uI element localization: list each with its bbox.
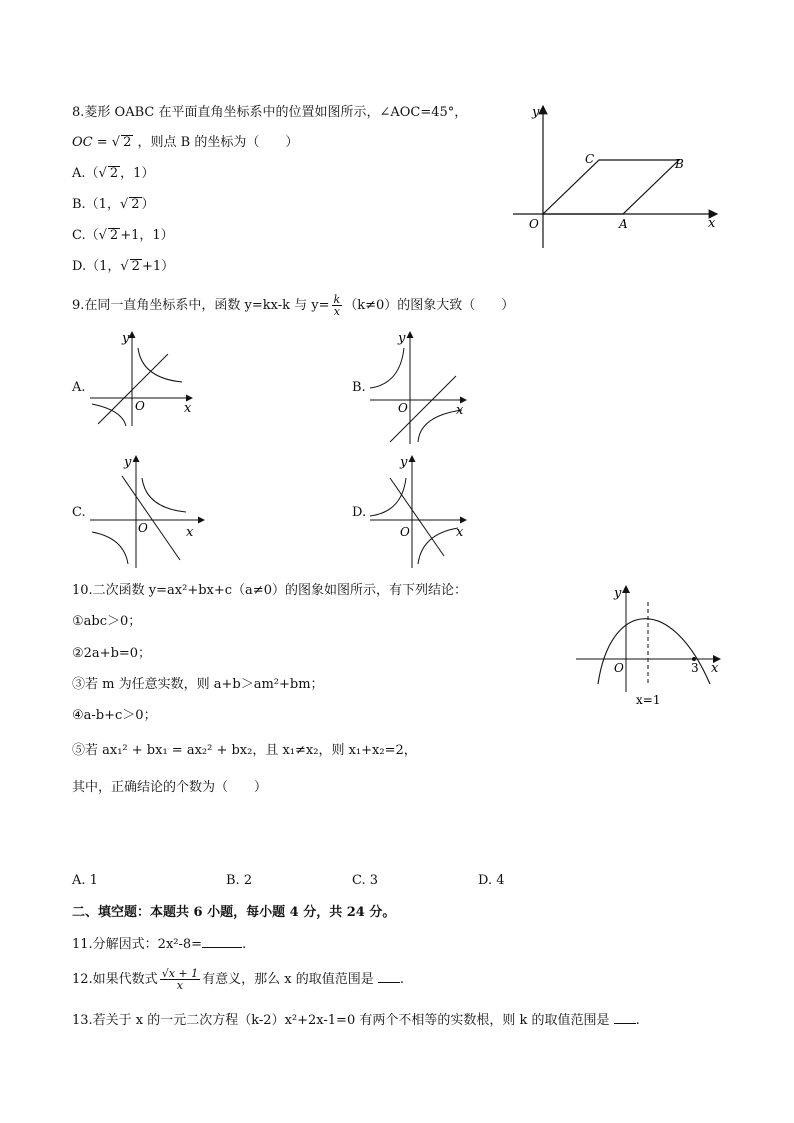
rhombus-oabc: [543, 160, 679, 214]
label-o: O: [135, 399, 145, 413]
hyperbola-lower: [418, 528, 458, 564]
q9-stem: [72, 294, 514, 317]
q9-graph-d: [366, 452, 486, 572]
q9-fraction: [332, 294, 343, 317]
section-2-heading: 二、填空题：本题共 6 小题，每小题 4 分，共 24 分。: [72, 905, 396, 920]
q10-option-b: B. 2: [226, 873, 253, 888]
q8-option-d-post: +1）: [141, 259, 175, 274]
q8-option-c-pre: C.（: [72, 228, 99, 243]
straight-line: [122, 476, 180, 560]
hyperbola-upper: [370, 478, 406, 516]
q8-option-b-root: 2: [131, 197, 140, 212]
q9-label-b: B.: [352, 380, 366, 395]
q8-option-d: [72, 258, 174, 276]
label-x: x: [711, 661, 719, 676]
q12-end: .: [399, 972, 404, 987]
q10-conclusion-5: ⑤若 ax₁² + bx₁ = ax₂² + bx₂，且 x₁≠x₂，则 x₁+x₂=2，: [72, 743, 417, 758]
label-o: O: [398, 401, 408, 415]
q8-option-a-post: ，1）: [120, 166, 155, 181]
q11: [72, 935, 246, 954]
q12-post: 有意义，那么 x 的取值范围是: [202, 972, 374, 987]
label-y: y: [614, 586, 622, 601]
label-x: x: [456, 525, 464, 540]
q11-text: 11.分解因式：2x²-8=: [72, 937, 203, 952]
q13-end: .: [635, 1013, 640, 1028]
q11-blank[interactable]: [202, 935, 242, 948]
label-x: x: [708, 216, 716, 231]
q12-blank[interactable]: [378, 970, 400, 983]
q13-blank[interactable]: [614, 1011, 636, 1024]
q12-fraction: [160, 968, 200, 991]
q9-label-c: C.: [72, 505, 86, 520]
q10-option-d: D. 4: [478, 873, 505, 888]
q9-graph-a: [86, 328, 206, 428]
label-a: A: [619, 217, 628, 231]
label-b: B: [675, 157, 684, 171]
q8-option-a-pre: A.（: [72, 166, 99, 181]
label-c: C: [585, 152, 595, 166]
label-o: O: [614, 661, 624, 675]
sqrt-icon: √: [111, 135, 121, 150]
q11-end: .: [242, 937, 247, 952]
sqrt-icon: √: [98, 166, 107, 181]
q10-conclusion-3: ③若 m 为任意实数，则 a+b＞am²+bm；: [72, 677, 324, 692]
label-x: x: [184, 401, 192, 416]
label-axis-x1: x=1: [636, 693, 661, 707]
sqrt-icon: √: [119, 197, 129, 212]
q8-option-b-post: ）: [141, 197, 155, 212]
label-y: y: [400, 455, 408, 470]
label-o: O: [400, 525, 410, 539]
q13: [72, 1011, 640, 1030]
q8-rhombus-figure: [505, 100, 735, 250]
q10-option-a: A. 1: [72, 873, 98, 888]
q8-option-b: [72, 196, 155, 214]
q10-conclusion-4: ④a-b+c＞0；: [72, 708, 157, 723]
sqrt-icon: √: [120, 259, 129, 274]
q8-option-c-root: 2: [109, 228, 119, 243]
label-x: x: [186, 525, 194, 540]
label-y: y: [532, 105, 540, 120]
q10-conclusion-2: ②2a+b=0；: [72, 646, 152, 661]
q10-option-c: C. 3: [352, 873, 379, 888]
straight-line: [98, 354, 168, 424]
q8-option-a-root: 2: [109, 166, 119, 181]
q9-label-d: D.: [352, 505, 367, 520]
q9-graph-c: [86, 452, 206, 572]
q12: [72, 968, 404, 991]
q9-label-a: A.: [72, 380, 86, 395]
label-o: O: [529, 217, 539, 231]
sqrt-icon: √: [98, 228, 107, 243]
q9-frac-den: x: [333, 305, 340, 318]
q8-option-d-root: 2: [131, 259, 140, 274]
q8-option-c-post: +1，1）: [120, 228, 174, 243]
q12-frac-num: √x + 1: [161, 967, 199, 980]
q9-graph-b: [366, 328, 486, 448]
q8-oc-root: 2: [123, 135, 132, 150]
q10-parabola-figure: [570, 582, 730, 712]
q13-text: 13.若关于 x 的一元二次方程（k-2）x²+2x-1=0 有两个不相等的实数根，则 k 的取值范围是: [72, 1013, 610, 1028]
q12-frac-den: x: [176, 979, 183, 992]
hyperbola-upper: [370, 348, 404, 388]
q8-option-a: [72, 165, 154, 183]
label-o: O: [138, 521, 148, 535]
q8-option-d-pre: D.（1，: [72, 259, 121, 274]
q8-line2: [72, 134, 298, 152]
q8-option-b-pre: B.（1，: [72, 197, 120, 212]
label-three: 3: [691, 661, 699, 675]
label-y: y: [398, 331, 406, 346]
straight-line: [390, 478, 444, 556]
q9-suffix: （k≠0）的图象大致（ ）: [344, 298, 515, 313]
q8-oc-text: OC =: [72, 135, 108, 150]
q8-line2-suffix: ，则点 B 的坐标为（ ）: [137, 135, 299, 150]
hyperbola-lower: [92, 404, 126, 426]
label-x: x: [456, 403, 464, 418]
q8-option-c: [72, 227, 174, 245]
hyperbola-lower: [92, 532, 128, 564]
q10-question: 其中，正确结论的个数为（ ）: [72, 780, 268, 795]
q9-frac-num: k: [333, 293, 341, 306]
q9-prefix: 9.在同一直角坐标系中，函数 y=kx-k 与 y=: [72, 298, 330, 313]
q10-stem: 10.二次函数 y=ax²+bx+c（a≠0）的图象如图所示，有下列结论：: [72, 583, 467, 598]
q12-pre: 12.如果代数式: [72, 972, 158, 987]
q8-line1: 8.菱形 OABC 在平面直角坐标系中的位置如图所示，∠AOC=45°，: [72, 105, 468, 120]
label-y: y: [122, 331, 130, 346]
q10-conclusion-1: ①abc＞0；: [72, 614, 142, 629]
label-y: y: [124, 455, 132, 470]
hyperbola-upper: [142, 478, 186, 512]
